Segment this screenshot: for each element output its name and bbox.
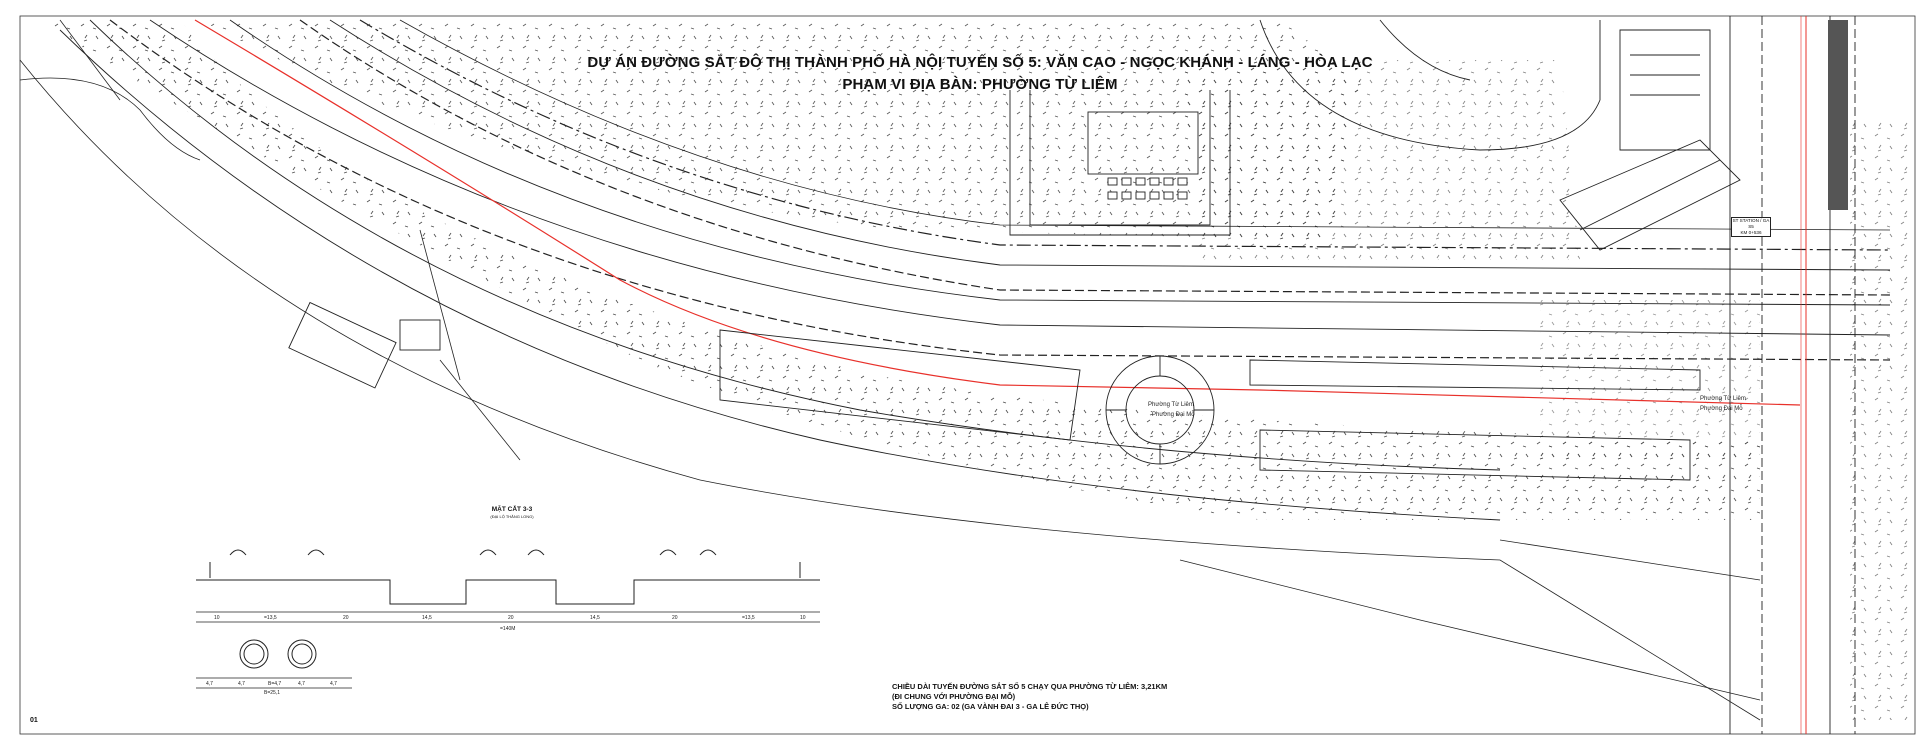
cross-section-subtitle: (ĐẠI LỘ THĂNG LONG) <box>490 514 534 519</box>
notes-block <box>892 682 1167 712</box>
dim-label: =13,5 <box>742 615 755 621</box>
dim-label: 20 <box>343 615 349 621</box>
ward-label-a: Phường Từ Liêm <box>1148 402 1194 408</box>
vegetation-hatch <box>40 20 1912 720</box>
station-label: ST STATION / GA S5 <box>1732 218 1770 229</box>
tunnel-total: B=25,1 <box>264 690 280 696</box>
ward-label-b-right: Phường Đại Mỗ <box>1700 406 1743 412</box>
station-km: KM 0+536 <box>1740 230 1762 235</box>
dim-label: 20 <box>508 615 514 621</box>
tunnel-dim: B=4,7 <box>268 681 282 687</box>
note-line-1: CHIỀU DÀI TUYẾN ĐƯỜNG SẮT SỐ 5 CHẠY QUA PHƯỜNG TỪ LIÊM: 3,21KM <box>892 682 1168 691</box>
station-label-box <box>1731 217 1771 237</box>
tunnel-dim: 4,7 <box>206 681 213 687</box>
tunnel-dim: 4,7 <box>330 681 337 687</box>
cross-section-dims <box>206 615 806 696</box>
sheet-number: 01 <box>30 717 38 724</box>
dim-label: 14,5 <box>590 615 600 621</box>
dim-label: 10 <box>214 615 220 621</box>
dim-label: 20 <box>672 615 678 621</box>
note-line-3: SỐ LƯỢNG GA: 02 (GA VÀNH ĐAI 3 - GA LÊ ĐỨC THỌ) <box>892 702 1089 711</box>
title-line-1: DỰ ÁN ĐƯỜNG SẮT ĐÔ THỊ THÀNH PHỐ HÀ NỘI TUYẾN SỐ 5: VĂN CAO - NGỌC KHÁNH - LÁNG - HÒA LẠC <box>587 54 1373 71</box>
cross-section-title: MẶT CẮT 3-3 <box>491 506 533 513</box>
ward-label-a-right: Phường Từ Liêm <box>1700 396 1746 402</box>
title-line-2: PHẠM VI ĐỊA BÀN: PHƯỜNG TỪ LIÊM <box>842 76 1118 93</box>
dim-label: 14,5 <box>422 615 432 621</box>
note-line-2: (ĐI CHUNG VỚI PHƯỜNG ĐẠI MỖ) <box>892 692 1016 701</box>
dim-total: =140M <box>500 626 516 632</box>
ward-label-b: Phường Đại Mỗ <box>1152 412 1195 418</box>
dim-label: 10 <box>800 615 806 621</box>
drawing-title <box>540 52 1420 96</box>
dim-label: =13,5 <box>264 615 277 621</box>
tunnel-dim: 4,7 <box>238 681 245 687</box>
tunnel-dim: 4,7 <box>298 681 305 687</box>
